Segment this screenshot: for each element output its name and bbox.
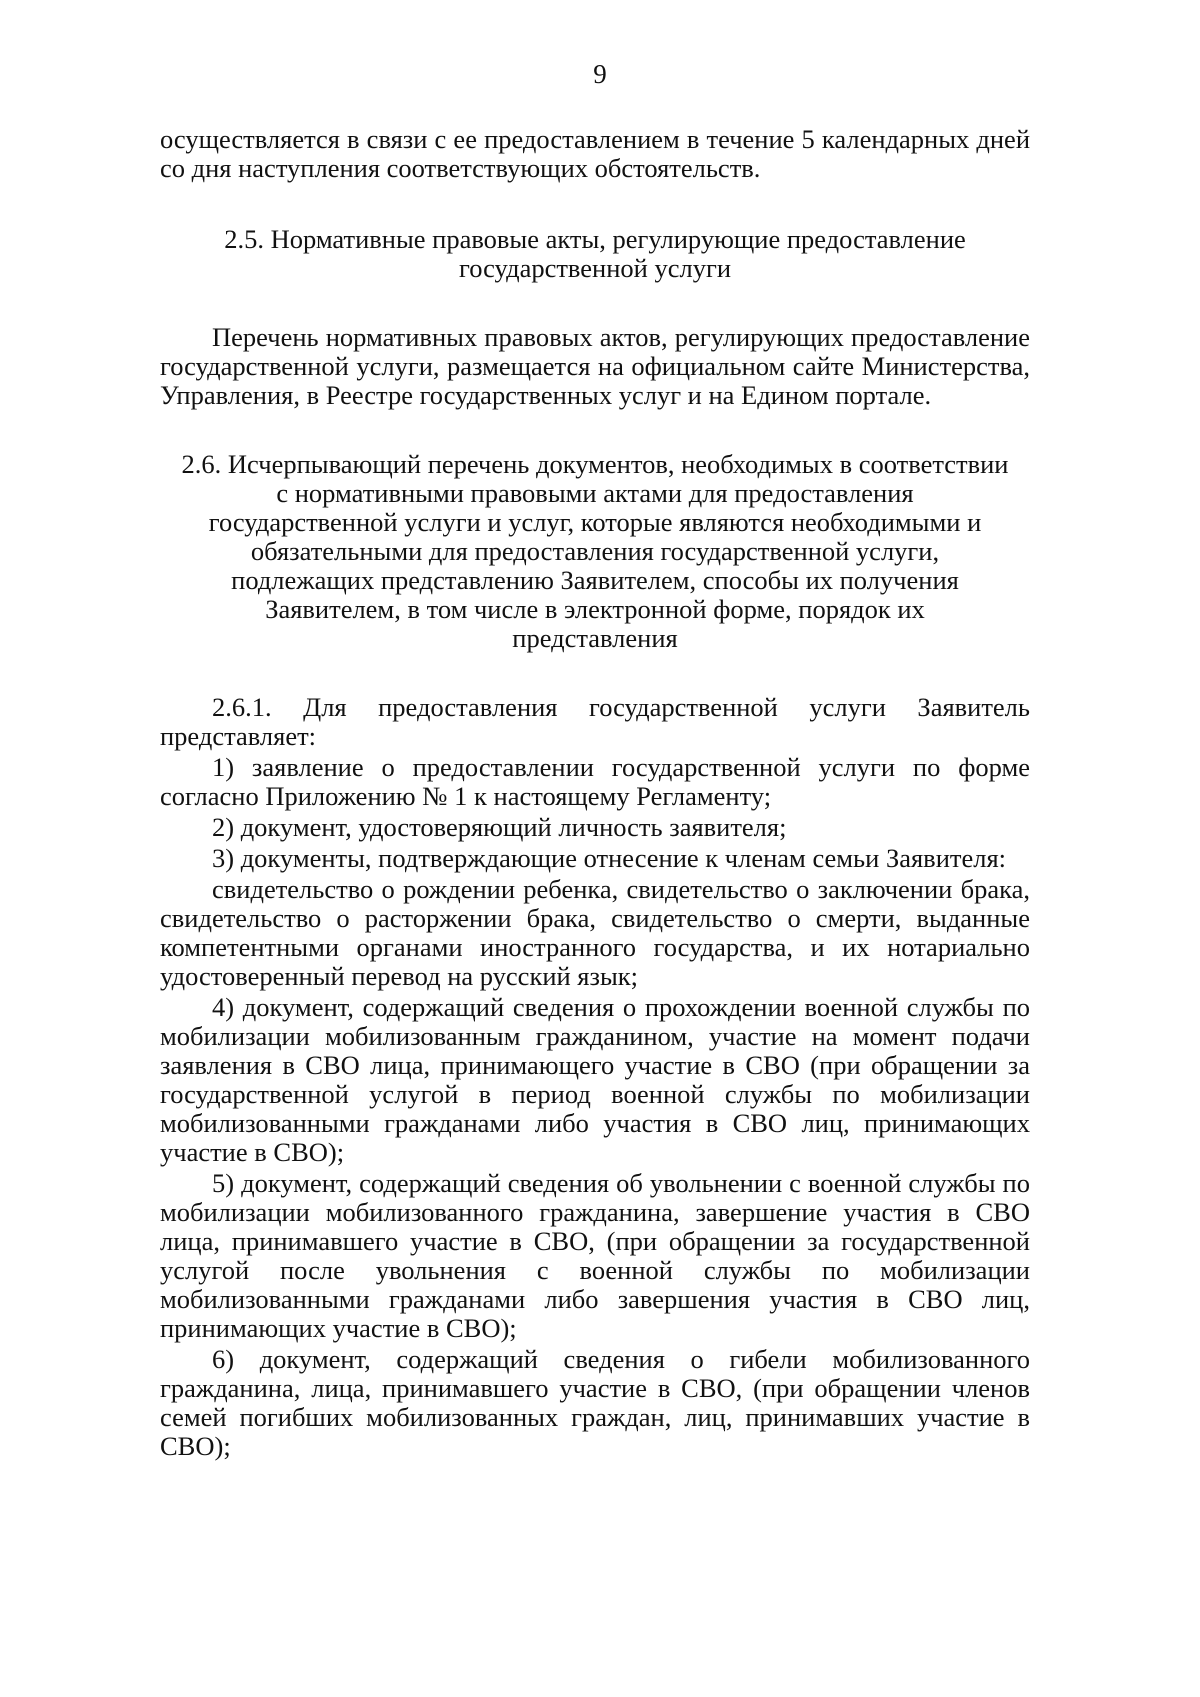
- document-body: [160, 125, 1030, 1461]
- intro-paragraph: осуществляется в связи с ее предоставлением в течение 5 календарных дней со дня наступления соответствующих обстоятельств.: [160, 124, 1030, 183]
- clause-word: Для: [303, 692, 347, 722]
- clause-word: государственной: [589, 692, 778, 722]
- list-item-3-detail: свидетельство о рождении ребенка, свидетельство о заключении брака, свидетельство о расторжении брака, свидетельство о смерти, выданные компетентными органами иностранного государства, и их нотариально удостоверенный перевод на русский язык;: [160, 874, 1030, 991]
- list-item-5: 5) документ, содержащий сведения об увольнении с военной службы по мобилизации мобилизованного гражданина, завершение участия в СВО лица, принимавшего участие в СВО, (при обращении за государственной услугой после увольнения с военной службы по мобилизации мобилизованными гражданами либо завершения участия в СВО лиц, принимающих участие в СВО);: [160, 1168, 1030, 1343]
- list-item-4: 4) документ, содержащий сведения о прохождении военной службы по мобилизации мобилизованным гражданином, участие на момент подачи заявления в СВО лица, принимающего участие в СВО (при обращении за государственной услугой в период военной службы по мобилизации мобилизованными гражданами либо участия в СВО лиц, принимающих участие в СВО);: [160, 992, 1030, 1167]
- clause-word: 2.6.1.: [212, 692, 272, 722]
- page-number: 9: [593, 59, 607, 89]
- clause-word: услуги: [809, 692, 886, 722]
- clause-2-6-1-continuation: представляет:: [160, 721, 317, 751]
- list-item-3: 3) документы, подтверждающие отнесение к членам семьи Заявителя:: [212, 843, 1006, 873]
- clause-2-6-1: [160, 693, 1030, 751]
- section-heading-2-5: 2.5. Нормативные правовые акты, регулирующие предоставление государственной услуги: [224, 224, 966, 283]
- section-text-2-5: Перечень нормативных правовых актов, регулирующих предоставление государственной услуги, размещается на официальном сайте Министерства, Управления, в Реестре государственных услуг и на Едином портале.: [160, 322, 1030, 410]
- list-item-1: 1) заявление о предоставлении государственной услуги по форме согласно Приложению № 1 к настоящему Регламенту;: [160, 752, 1030, 811]
- clause-word: предоставления: [378, 692, 558, 722]
- list-item-6: 6) документ, содержащий сведения о гибели мобилизованного гражданина, лица, принимавшего участие в СВО, (при обращении членов семей погибших мобилизованных граждан, лиц, принимавших участие в СВО);: [160, 1344, 1030, 1461]
- clause-2-6-1-first-line: [160, 693, 1030, 722]
- list-item-2: 2) документ, удостоверяющий личность заявителя;: [212, 812, 787, 842]
- section-heading-2-6: 2.6. Исчерпывающий перечень документов, необходимых в соответствии с нормативными правовыми актами для предоставления государственной услуги и услуг, которые являются необходимыми и обязательными для предоставления государственной услуги, подлежащих представлению Заявителем, способы их получения Заявителем, в том числе в электронной форме, порядок их представления: [181, 449, 1009, 653]
- clause-word: Заявитель: [917, 692, 1030, 722]
